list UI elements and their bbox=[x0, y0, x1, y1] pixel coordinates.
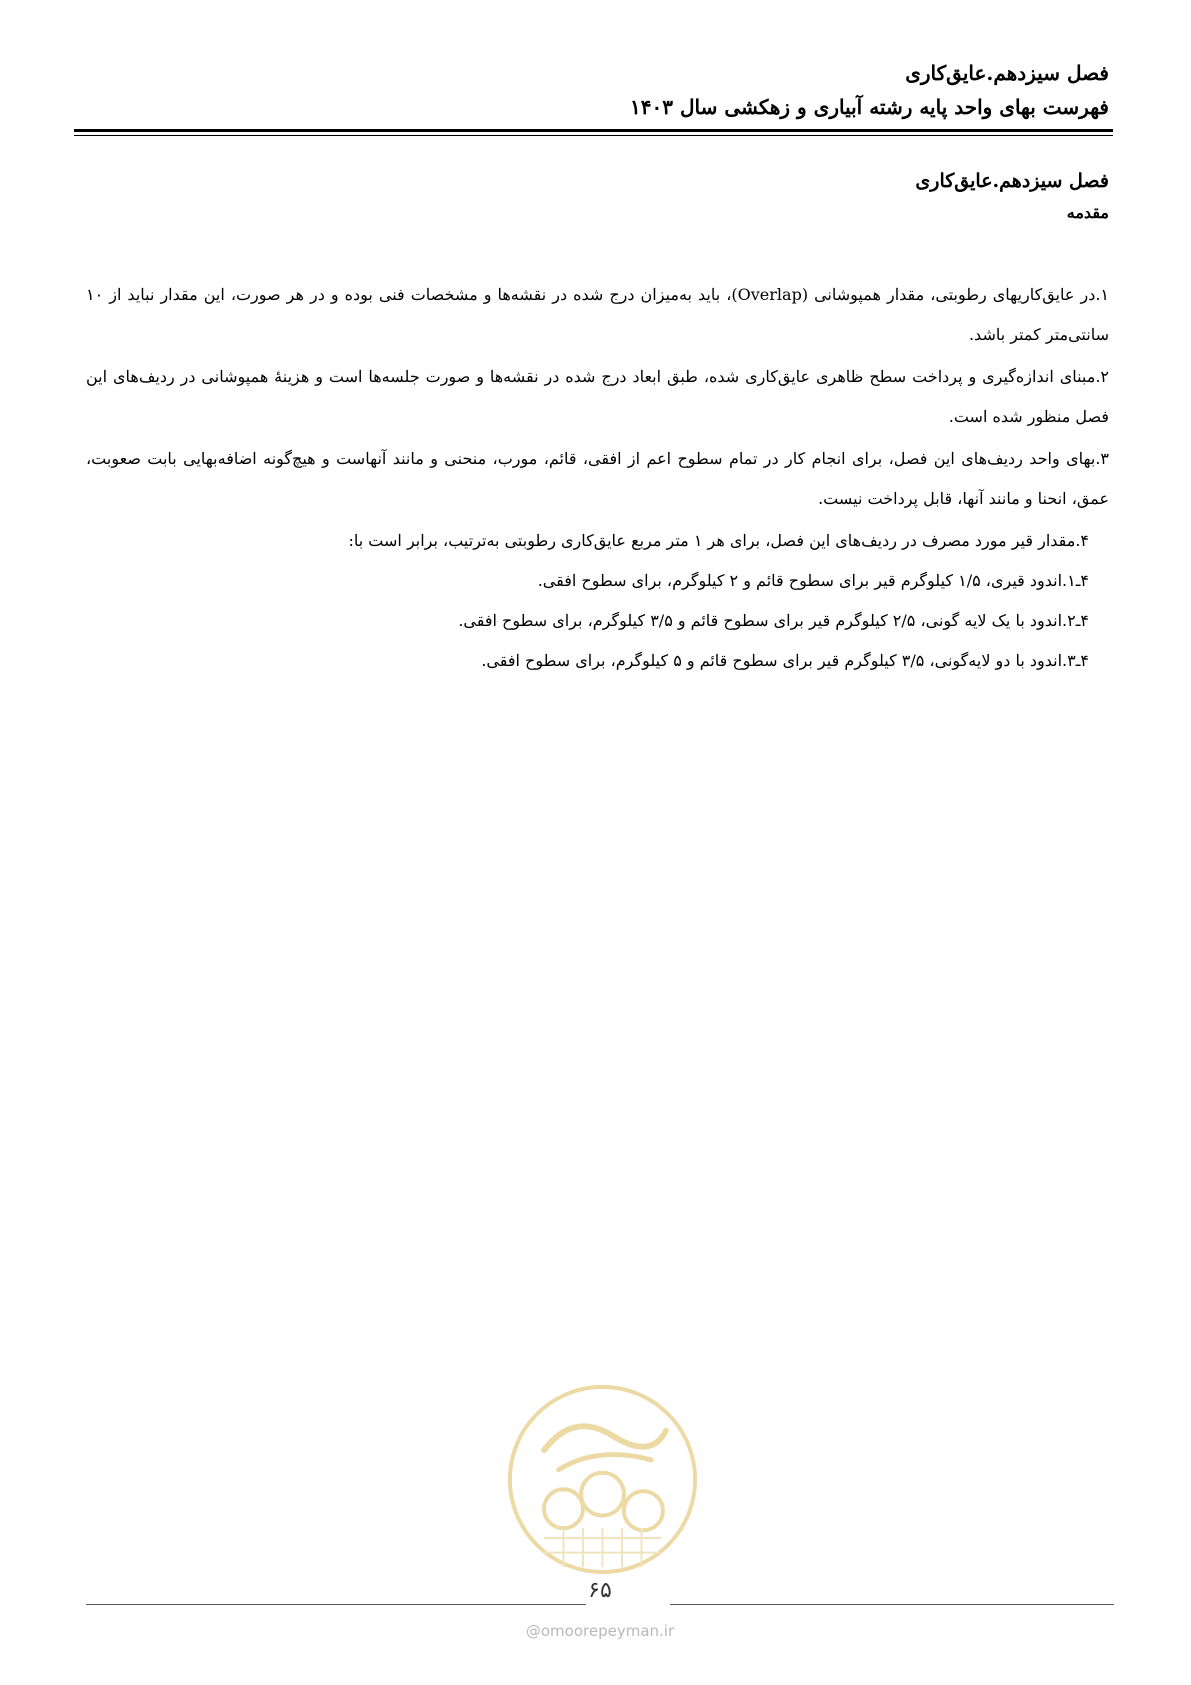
subitem-4-2: ۴ـ۲.اندود با یک لایه گونی، ۲/۵ کیلوگرم قیر برای سطوح قائم و ۳/۵ کیلوگرم، برای سطوح افقی. bbox=[458, 611, 1089, 630]
page-number: ۶۵ bbox=[588, 1578, 612, 1603]
body-text bbox=[86, 275, 1109, 681]
section-heading bbox=[86, 164, 1109, 228]
footer-rule-left bbox=[86, 1604, 586, 1605]
header-chapter-title: فصل سیزدهم.عایق‌کاری bbox=[905, 61, 1109, 85]
paragraph-1: ۱.در عایق‌کاریهای رطوبتی، مقدار همپوشانی (Overlap)، باید به‌میزان درج شده در نقشه‌ها و مشخصات فنی بوده و در هر صورت، این مقدار نباید از ۱۰ سانتی‌متر کمتر باشد. bbox=[86, 285, 1109, 344]
section-title: فصل سیزدهم.عایق‌کاری bbox=[915, 170, 1109, 192]
watermark-seal-icon bbox=[505, 1382, 700, 1577]
paragraph-3: ۳.بهای واحد ردیف‌های این فصل، برای انجام کار در تمام سطوح اعم از افقی، قائم، مورب، منحنی و مانند آنهاست و هیچ‌گونه اضافه‌بهایی بابت صعوبت، عمق، انحنا و مانند آنها، قابل پرداخت نیست. bbox=[86, 449, 1109, 508]
subitem-4-3: ۴ـ۳.اندود با دو لایه‌گونی، ۳/۵ کیلوگرم قیر برای سطوح قائم و ۵ کیلوگرم، برای سطوح افقی. bbox=[481, 651, 1089, 670]
subitem-4-1: ۴ـ۱.اندود قیری، ۱/۵ کیلوگرم قیر برای سطوح قائم و ۲ کیلوگرم، برای سطوح افقی. bbox=[537, 571, 1089, 590]
watermark-url: @omoorepeyman.ir bbox=[525, 1622, 675, 1640]
paragraph-2: ۲.مبنای اندازه‌گیری و پرداخت سطح ظاهری عایق‌کاری شده، طبق ابعاد درج شده در نقشه‌ها و صورت جلسه‌ها است و هزینهٔ همپوشانی در ردیف‌های این فصل منظور شده است. bbox=[86, 367, 1109, 426]
page-header bbox=[86, 56, 1109, 124]
footer-rule-right bbox=[670, 1604, 1114, 1605]
header-rule-thin bbox=[74, 135, 1113, 136]
header-document-title: فهرست بهای واحد پایه رشته آبیاری و زهکشی سال ۱۴۰۳ bbox=[630, 95, 1109, 119]
header-rule-thick bbox=[74, 129, 1113, 132]
paragraph-4: ۴.مقدار قیر مورد مصرف در ردیف‌های این فصل، برای هر ۱ متر مربع عایق‌کاری رطوبتی به‌ترتیب، برابر است با: bbox=[348, 531, 1089, 550]
section-subtitle: مقدمه bbox=[1066, 203, 1109, 222]
